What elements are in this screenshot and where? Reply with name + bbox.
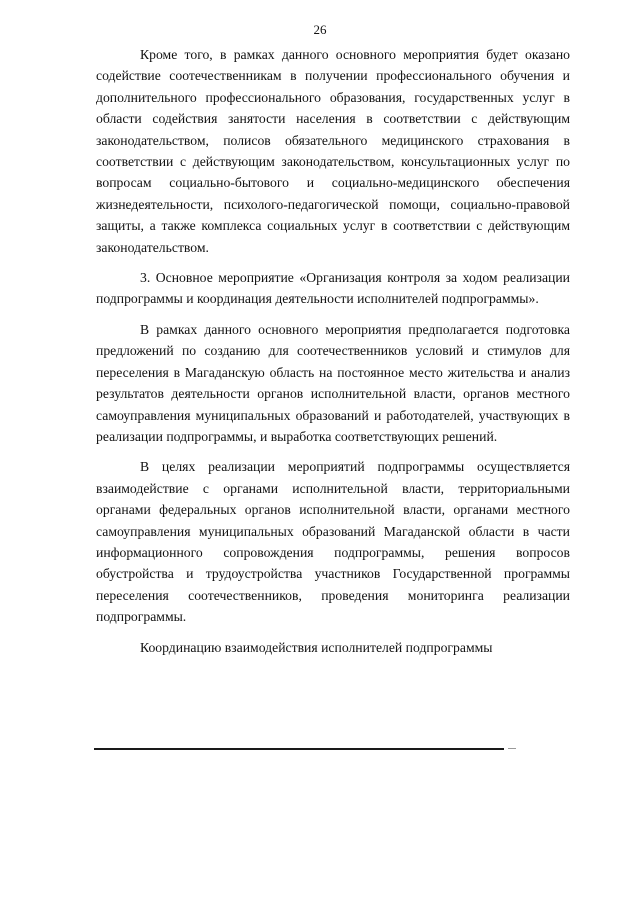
footer-rule-tick <box>508 748 516 749</box>
paragraph-assistance: Кроме того, в рамках данного основного мероприятия будет оказано содействие соотечественникам в получении профессионального обучения и дополнительного профессионального образования, государственных услуг в области содействия занятости населения в соответствии с действующим законодательством, полисов обязательного медицинского страхования в соответствии с действующим законодательством, консультационных услуг по вопросам социально-бытового и социально-медицинского обеспечения жизнедеятельности, психолого-педагогической помощи, социально-правовой защиты, а также комплекса социальных услуг в соответствии с действующим законодательством. <box>96 47 570 255</box>
paragraph-proposals: В рамках данного основного мероприятия предполагается подготовка предложений по созданию для соотечественников условий и стимулов для переселения в Магаданскую область на постоянное место жительства и анализ результатов деятельности органов исполнительной власти, органов местного самоуправления муниципальных образований и работодателей, участвующих в реализации подпрограммы, и выработка соответствующих решений. <box>96 321 570 444</box>
paragraph-activity-3-heading: 3. Основное мероприятие «Организация контроля за ходом реализации подпрограммы и координация деятельности исполнителей подпрограммы». <box>96 270 570 307</box>
document-body <box>96 44 570 658</box>
paragraph-interaction: В целях реализации мероприятий подпрограммы осуществляется взаимодействие с органами исполнительной власти, территориальными органами федеральных органов исполнительной власти, органами местного самоуправления муниципальных образований Магаданской области в части информационного сопровождения подпрограммы, решения вопросов обустройства и трудоустройства участников Государственной программы переселения соотечественников, проведения мониторинга реализации подпрограммы. <box>96 459 570 625</box>
footer-rule <box>94 748 504 750</box>
page-number: 26 <box>313 22 327 37</box>
paragraph-coordination: Координацию взаимодействия исполнителей подпрограммы <box>140 639 493 655</box>
